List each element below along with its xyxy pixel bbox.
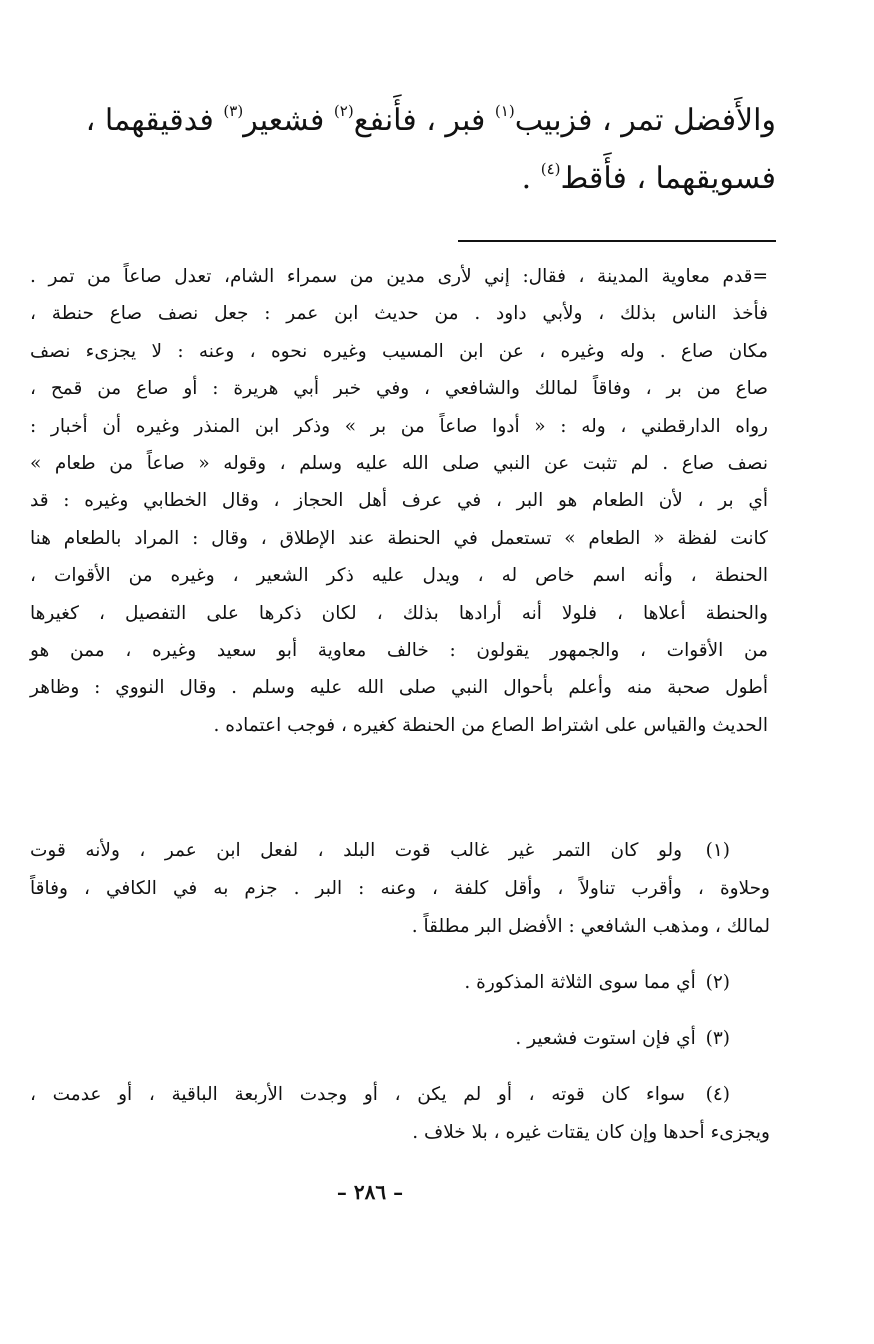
footnote-line	[30, 1076, 770, 1114]
footnote-number: (٤)	[705, 1084, 730, 1105]
footnote-1	[30, 832, 770, 946]
main-text	[85, 92, 776, 208]
main-text-segment: فشعير	[243, 103, 334, 138]
footnote-number: (٢)	[705, 972, 730, 993]
commentary-line: =قدم معاوية المدينة ، فقال: إني لأرى مدين من سمراء الشام، تعدل صاعاً من تمر .	[30, 266, 768, 287]
commentary-line: رواه الدارقطني ، وله : « أدوا صاعاً من بر » وذكر ابن المنذر وغيره أن أخبار :	[30, 415, 768, 437]
main-text-segment: .	[521, 161, 541, 196]
footnote-line: لمالك ، ومذهب الشافعي : الأفضل البر مطلقاً .	[411, 916, 770, 937]
footnote-text: أي مما سوى الثلاثة المذكورة .	[464, 972, 696, 993]
footnote-marker: (٢)	[333, 102, 354, 120]
footnote-text: سواء كان قوته ، أو لم يكن ، أو وجدت الأربعة الباقية ، أو عدمت ،	[30, 1084, 685, 1105]
footnote-text: ولو كان التمر غير غالب قوت البلد ، لفعل ابن عمر ، ولأنه قوت	[30, 840, 683, 861]
main-text-segment: فدقيقهما ،	[85, 103, 224, 138]
footnote-marker: (٤)	[540, 160, 561, 178]
main-text-segment: والأَفضل تمر ، فزبيب	[514, 103, 776, 138]
footnote-line	[30, 964, 770, 1002]
footnote-marker: (٣)	[223, 102, 244, 120]
commentary-line: كانت لفظة « الطعام » تستعمل في الحنطة عند الإطلاق ، وقال : المراد بالطعام هنا	[30, 527, 768, 549]
commentary-block	[30, 258, 768, 744]
commentary-line: صاع من بر ، وفاقاً لمالك والشافعي ، وفي خبر أبي هريرة : أو صاع من قمح ،	[30, 378, 768, 400]
footnote-number: (٣)	[705, 1028, 730, 1049]
footnote-line: وحلاوة ، وأقرب تناولاً ، وأقل كلفة ، وعنه : البر . جزم به في الكافي ، وفاقاً	[30, 878, 770, 899]
footnote-number: (١)	[705, 840, 730, 861]
footnote-line: ويجزىء أحدها وإن كان يقتات غيره ، بلا خلاف .	[412, 1122, 770, 1143]
main-text-segment: فبر ، فأَنفع	[353, 103, 495, 138]
commentary-line: أطول صحبة منه وأعلم بأحوال النبي صلى الله عليه وسلم . وقال النووي : وظاهر	[30, 677, 768, 699]
main-text-segment: فسويقهما ، فأَقط	[560, 161, 776, 196]
commentary-line: الحديث والقياس على اشتراط الصاع من الحنطة كغيره ، فوجب اعتماده .	[213, 714, 768, 736]
commentary-line: فأخذ الناس بذلك ، ولأبي داود . من حديث ابن عمر : جعل نصف صاع حنطة ،	[30, 303, 768, 325]
footnote-line	[30, 1020, 770, 1058]
commentary-line: أي بر ، لأن الطعام هو البر ، في عرف أهل الحجاز ، وقال الخطابي وغيره : قد	[30, 490, 768, 512]
footnote-text: أي فإن استوت فشعير .	[515, 1028, 696, 1049]
commentary-line: والحنطة أعلاها ، فلولا أنه أرادها بذلك ، لكان ذكرها على التفصيل ، كغيرها	[30, 602, 768, 624]
page-number: – ٢٨٦ –	[336, 1180, 404, 1204]
footnote-separator	[458, 240, 776, 242]
commentary-line: مكان صاع . وله وغيره ، عن ابن المسيب وغيره نحوه ، وعنه : لا يجزىء نصف	[30, 340, 768, 362]
main-text-line	[85, 92, 776, 150]
footnote-3	[30, 1020, 770, 1058]
footnotes-block	[30, 832, 770, 1170]
commentary-line: من الأقوات ، والجمهور يقولون : خالف معاوية أبو سعيد وغيره ، ممن هو	[30, 640, 768, 662]
commentary-line: نصف صاع . لم تثبت عن النبي صلى الله عليه وسلم ، وقوله « صاعاً من طعام »	[30, 453, 768, 475]
footnote-line	[30, 832, 770, 870]
main-text-line	[92, 150, 776, 208]
footnote-marker: (١)	[494, 102, 515, 120]
commentary-line: الحنطة ، وأنه اسم خاص له ، ويدل عليه ذكر الشعير ، وغيره من الأقوات ،	[30, 565, 768, 587]
footnote-2	[30, 964, 770, 1002]
footnote-4	[30, 1076, 770, 1152]
